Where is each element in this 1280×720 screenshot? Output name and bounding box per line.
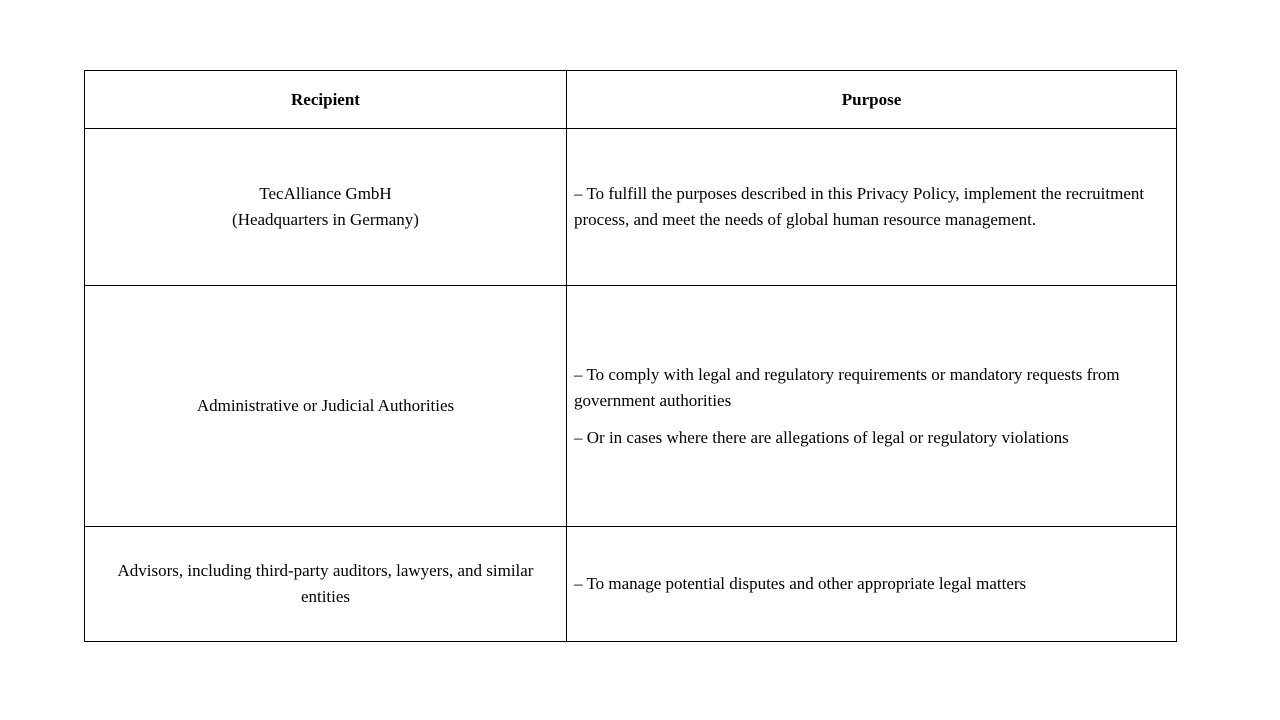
table-row (85, 527, 1177, 642)
recipient-cell (85, 527, 567, 642)
purpose-text: – Or in cases where there are allegations of legal or regulatory violations (574, 427, 1069, 447)
recipient-name: Advisors, including third-party auditors, lawyers, and similar entities (117, 561, 534, 606)
table-row (85, 286, 1177, 527)
purpose-cell (567, 286, 1177, 527)
recipient-cell (85, 286, 567, 527)
purpose-text: – To manage potential disputes and other appropriate legal matters (574, 574, 1027, 593)
header-recipient: Recipient (85, 71, 567, 129)
table-header-row (85, 71, 1177, 129)
purpose-text: – To fulfill the purposes described in this Privacy Policy, implement the recruitment process, and meet the needs of global human resource management. (574, 184, 1145, 229)
header-purpose: Purpose (567, 71, 1177, 129)
recipient-cell (85, 129, 567, 286)
recipient-name: Administrative or Judicial Authorities (196, 396, 455, 415)
table-row (85, 129, 1177, 286)
purpose-cell (567, 527, 1177, 642)
purpose-cell (567, 129, 1177, 286)
recipient-name: TecAlliance GmbH (259, 184, 392, 203)
recipients-purpose-table (84, 70, 1177, 642)
recipient-note: (Headquarters in Germany) (232, 210, 419, 229)
purpose-text: – To comply with legal and regulatory requirements or mandatory requests from government authorities (574, 364, 1120, 410)
